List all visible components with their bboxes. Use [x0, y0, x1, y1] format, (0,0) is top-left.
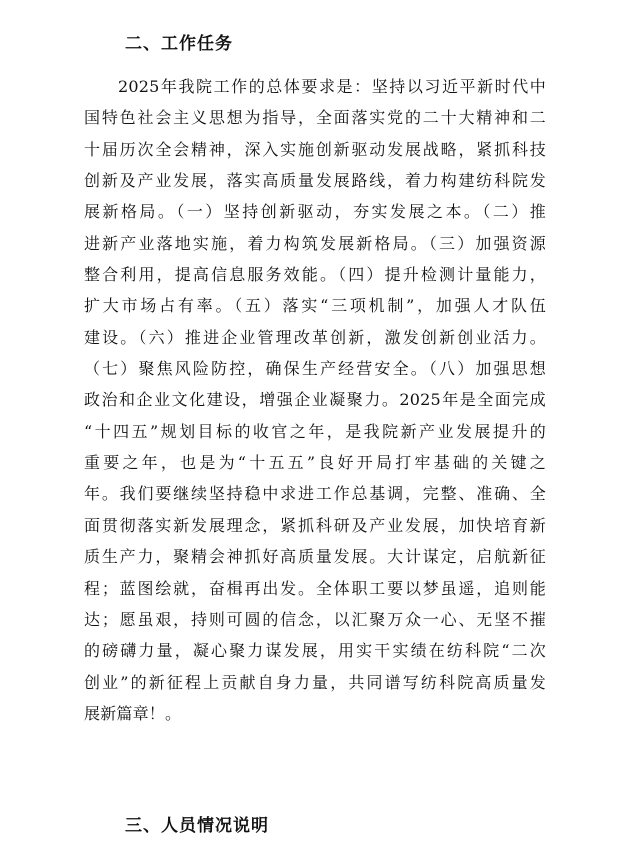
- paragraph-line: 创业”的新征程上贡献自身力量，共同谱写纺科院高质量发: [84, 672, 546, 692]
- paragraph-line: 创新及产业发展，落实高质量发展路线，着力构建纺科院发: [84, 171, 546, 191]
- paragraph-line: 重要之年，也是为“十五五”良好开局打牢基础的关键之: [84, 453, 546, 473]
- work-tasks-paragraph: [84, 71, 546, 729]
- paragraph-line: 建设。（六）推进企业管理改革创新，激发创新创业活力。: [84, 327, 546, 347]
- paragraph-line: 展新篇章！。: [84, 703, 182, 723]
- paragraph-line: 2025年我院工作的总体要求是：坚持以习近平新时代中: [118, 77, 546, 96]
- paragraph-line: 展新格局。（一）坚持创新驱动，夯实发展之本。（二）推: [84, 202, 546, 222]
- paragraph-line: 程；蓝图绘就，奋楫再出发。全体职工要以梦虽遥，追则能: [84, 578, 546, 598]
- paragraph-line: “十四五”规划目标的收官之年，是我院新产业发展提升的: [84, 421, 546, 441]
- paragraph-line: 达；愿虽艰，持则可圆的信念，以汇聚万众一心、无坚不摧: [84, 609, 546, 629]
- paragraph-line: 质生产力，聚精会神抓好高质量发展。大计谋定，启航新征: [84, 547, 546, 567]
- paragraph-line: （七）聚焦风险防控，确保生产经营安全。（八）加强思想: [84, 359, 546, 379]
- section-three-heading: 三、人员情况说明: [125, 816, 269, 836]
- paragraph-line: 国特色社会主义思想为指导，全面落实党的二十大精神和二: [84, 108, 546, 128]
- paragraph-line: 进新产业落地实施，着力构筑发展新格局。（三）加强资源: [84, 233, 546, 253]
- paragraph-line: 十届历次全会精神，深入实施创新驱动发展战略，紧抓科技: [84, 139, 546, 159]
- paragraph-line: 扩大市场占有率。（五）落实“三项机制”，加强人才队伍: [84, 296, 546, 316]
- paragraph-line: 年。我们要继续坚持稳中求进工作总基调，完整、准确、全: [84, 484, 546, 504]
- paragraph-line: 整合利用，提高信息服务效能。（四）提升检测计量能力，: [84, 265, 546, 285]
- section-two-heading: 二、工作任务: [125, 34, 233, 54]
- paragraph-line: 的磅礴力量，凝心聚力谋发展，用实干实绩在纺科院“二次: [84, 641, 546, 661]
- paragraph-line: 政治和企业文化建设，增强企业凝聚力。2025年是全面完成: [84, 390, 546, 410]
- paragraph-line: 面贯彻落实新发展理念，紧抓科研及产业发展，加快培育新: [84, 515, 546, 535]
